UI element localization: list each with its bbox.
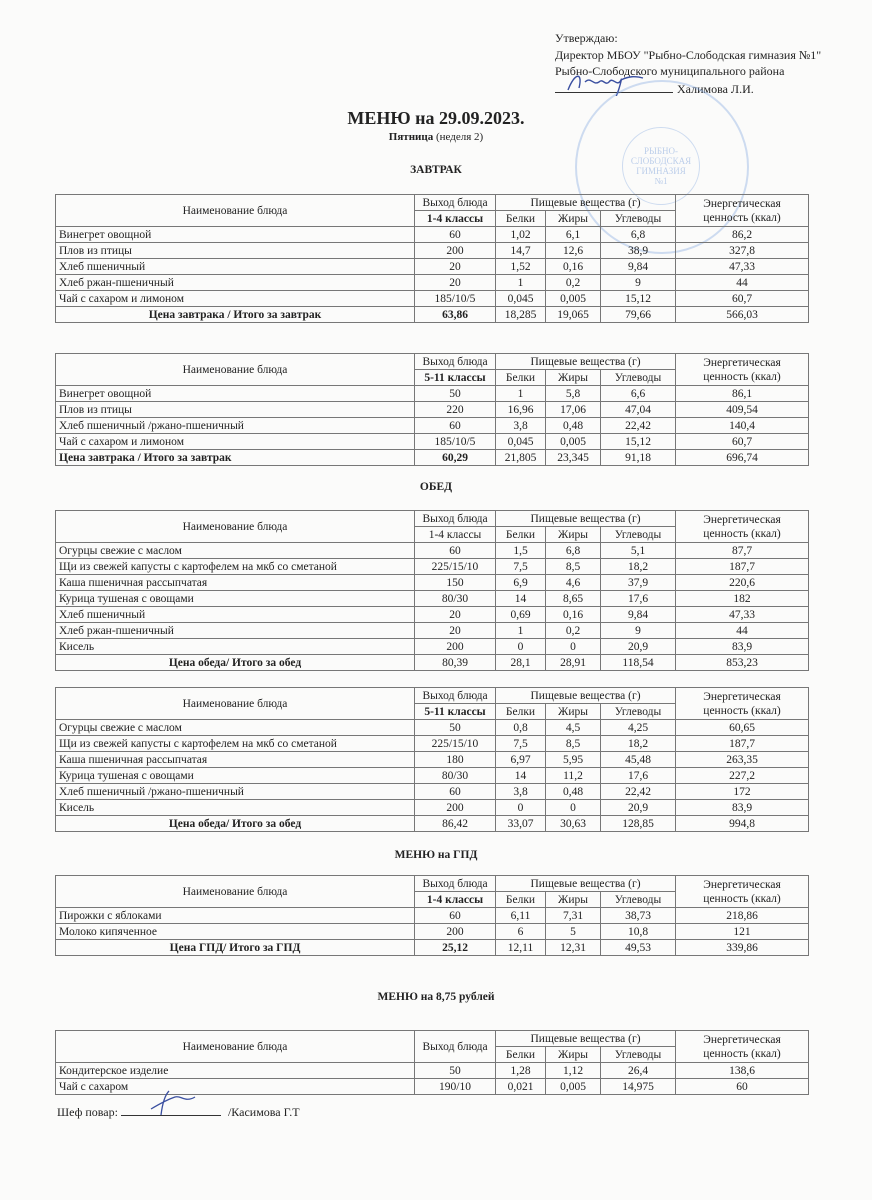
header-yield: Выход блюда [415, 511, 496, 527]
dish-energy: 187,7 [676, 736, 809, 752]
header-class-group: 1-4 классы [415, 527, 496, 543]
total-row [56, 307, 809, 323]
dish-fat: 6,8 [546, 543, 601, 559]
dish-carbs: 15,12 [601, 291, 676, 307]
header-dish-name: Наименование блюда [56, 195, 415, 227]
menu-875-table [55, 1030, 809, 1095]
dish-energy: 263,35 [676, 752, 809, 768]
dish-fat: 17,06 [546, 402, 601, 418]
dish-yield: 190/10 [415, 1079, 496, 1095]
table-row [56, 243, 809, 259]
dish-energy: 60,65 [676, 720, 809, 736]
dish-protein: 0,021 [496, 1079, 546, 1095]
dish-name: Винегрет овощной [56, 227, 415, 243]
table-row [56, 291, 809, 307]
dish-name: Чай с сахаром и лимоном [56, 291, 415, 307]
dish-name: Хлеб ржан-пшеничный [56, 623, 415, 639]
chef-signature [121, 1103, 221, 1116]
dish-carbs: 15,12 [601, 434, 676, 450]
dish-fat: 12,6 [546, 243, 601, 259]
table-row [56, 607, 809, 623]
header-row [56, 511, 809, 527]
total-carbs: 79,66 [601, 307, 676, 323]
header-protein: Белки [496, 1047, 546, 1063]
dish-yield: 225/15/10 [415, 559, 496, 575]
dish-carbs: 18,2 [601, 559, 676, 575]
table-row [56, 434, 809, 450]
dish-protein: 1,02 [496, 227, 546, 243]
header-energy: Энергетическая ценность (ккал) [676, 195, 809, 227]
header-fat: Жиры [546, 1047, 601, 1063]
section-menu-875: МЕНЮ на 8,75 рублей [377, 991, 495, 1003]
total-fat: 12,31 [546, 940, 601, 956]
dish-name: Огурцы свежие с маслом [56, 543, 415, 559]
dish-protein: 0,045 [496, 434, 546, 450]
total-fat: 30,63 [546, 816, 601, 832]
dish-fat: 1,12 [546, 1063, 601, 1079]
table-row [56, 275, 809, 291]
stamp-center: РЫБНО- СЛОБОДСКАЯ ГИМНАЗИЯ №1 [622, 127, 700, 205]
dish-fat: 6,1 [546, 227, 601, 243]
table-row [56, 752, 809, 768]
dish-fat: 0,16 [546, 607, 601, 623]
dish-yield: 200 [415, 800, 496, 816]
header-protein: Белки [496, 527, 546, 543]
header-carbs: Углеводы [601, 211, 676, 227]
total-price: 60,29 [415, 450, 496, 466]
lunch-table-1-4 [55, 510, 809, 671]
director-name: Халимова Л.И. [677, 81, 754, 96]
dish-yield: 80/30 [415, 768, 496, 784]
table-row [56, 227, 809, 243]
section-lunch: ОБЕД [419, 481, 453, 493]
dish-yield: 20 [415, 259, 496, 275]
total-fat: 23,345 [546, 450, 601, 466]
header-nutrients: Пищевые вещества (г) [496, 511, 676, 527]
dish-protein: 1,5 [496, 543, 546, 559]
dish-energy: 409,54 [676, 402, 809, 418]
dish-name: Молоко кипяченное [56, 924, 415, 940]
dish-name: Щи из свежей капусты с картофелем на мкб со сметаной [56, 559, 415, 575]
header-nutrients: Пищевые вещества (г) [496, 876, 676, 892]
header-protein: Белки [496, 370, 546, 386]
dish-fat: 11,2 [546, 768, 601, 784]
dish-yield: 80/30 [415, 591, 496, 607]
total-energy: 853,23 [676, 655, 809, 671]
dish-energy: 187,7 [676, 559, 809, 575]
dish-fat: 0,005 [546, 1079, 601, 1095]
dish-fat: 5 [546, 924, 601, 940]
dish-yield: 60 [415, 227, 496, 243]
dish-protein: 7,5 [496, 736, 546, 752]
header-energy: Энергетическая ценность (ккал) [676, 511, 809, 543]
dish-yield: 220 [415, 402, 496, 418]
dish-name: Щи из свежей капусты с картофелем на мкб со сметаной [56, 736, 415, 752]
total-price: 80,39 [415, 655, 496, 671]
header-fat: Жиры [546, 211, 601, 227]
dish-carbs: 17,6 [601, 591, 676, 607]
dish-name: Курица тушеная с овощами [56, 591, 415, 607]
header-carbs: Углеводы [601, 892, 676, 908]
total-price: 86,42 [415, 816, 496, 832]
dish-protein: 1 [496, 386, 546, 402]
header-yield: Выход блюда [415, 195, 496, 211]
table-row [56, 800, 809, 816]
dish-name: Хлеб ржан-пшеничный [56, 275, 415, 291]
dish-protein: 6 [496, 924, 546, 940]
dish-protein: 0 [496, 800, 546, 816]
dish-yield: 180 [415, 752, 496, 768]
dish-energy: 87,7 [676, 543, 809, 559]
dish-yield: 185/10/5 [415, 434, 496, 450]
dish-carbs: 38,9 [601, 243, 676, 259]
header-yield: Выход блюда [415, 876, 496, 892]
header-nutrients: Пищевые вещества (г) [496, 195, 676, 211]
header-carbs: Углеводы [601, 370, 676, 386]
header-dish-name: Наименование блюда [56, 1031, 415, 1063]
dish-name: Плов из птицы [56, 243, 415, 259]
table-row [56, 720, 809, 736]
dish-yield: 200 [415, 924, 496, 940]
total-fat: 19,065 [546, 307, 601, 323]
total-row [56, 655, 809, 671]
page-title: МЕНЮ на 29.09.2023. [347, 108, 525, 128]
header-energy: Энергетическая ценность (ккал) [676, 876, 809, 908]
breakfast-table-5-11 [55, 353, 809, 466]
header-energy: Энергетическая ценность (ккал) [676, 354, 809, 386]
dish-energy: 218,86 [676, 908, 809, 924]
dish-energy: 86,1 [676, 386, 809, 402]
dish-energy: 47,33 [676, 259, 809, 275]
header-yield: Выход блюда [415, 354, 496, 370]
dish-fat: 0,2 [546, 623, 601, 639]
dish-carbs: 20,9 [601, 639, 676, 655]
dish-carbs: 26,4 [601, 1063, 676, 1079]
total-energy: 696,74 [676, 450, 809, 466]
chef-label: Шеф повар: [57, 1105, 118, 1119]
dish-protein: 14,7 [496, 243, 546, 259]
dish-name: Каша пшеничная рассыпчатая [56, 752, 415, 768]
dish-protein: 1,28 [496, 1063, 546, 1079]
header-fat: Жиры [546, 527, 601, 543]
dish-yield: 20 [415, 623, 496, 639]
dish-carbs: 6,8 [601, 227, 676, 243]
dish-energy: 227,2 [676, 768, 809, 784]
total-carbs: 118,54 [601, 655, 676, 671]
dish-carbs: 20,9 [601, 800, 676, 816]
dish-fat: 5,8 [546, 386, 601, 402]
section-breakfast: ЗАВТРАК [410, 164, 462, 176]
header-row [56, 688, 809, 704]
header-protein: Белки [496, 211, 546, 227]
dish-yield: 60 [415, 543, 496, 559]
dish-protein: 6,11 [496, 908, 546, 924]
dish-energy: 138,6 [676, 1063, 809, 1079]
total-protein: 21,805 [496, 450, 546, 466]
total-label: Цена завтрака / Итого за завтрак [56, 450, 415, 466]
dish-name: Хлеб пшеничный [56, 607, 415, 623]
dish-carbs: 22,42 [601, 418, 676, 434]
dish-yield: 60 [415, 784, 496, 800]
dish-yield: 200 [415, 243, 496, 259]
approval-heading: Утверждаю: [555, 31, 618, 45]
header-dish-name: Наименование блюда [56, 511, 415, 543]
dish-yield: 200 [415, 639, 496, 655]
dish-energy: 44 [676, 275, 809, 291]
dish-yield: 60 [415, 418, 496, 434]
total-row [56, 450, 809, 466]
dish-name: Винегрет овощной [56, 386, 415, 402]
chef-name: /Касимова Г.Т [227, 1105, 300, 1119]
dish-energy: 83,9 [676, 800, 809, 816]
total-price: 63,86 [415, 307, 496, 323]
dish-fat: 7,31 [546, 908, 601, 924]
approval-district: Рыбно-Слободского муниципального района [555, 64, 785, 78]
dish-fat: 8,5 [546, 559, 601, 575]
total-label: Цена ГПД/ Итого за ГПД [56, 940, 415, 956]
dish-carbs: 47,04 [601, 402, 676, 418]
table-row [56, 736, 809, 752]
header-fat: Жиры [546, 892, 601, 908]
dish-carbs: 45,48 [601, 752, 676, 768]
dish-energy: 182 [676, 591, 809, 607]
table-row [56, 908, 809, 924]
dish-protein: 1 [496, 623, 546, 639]
header-energy: Энергетическая ценность (ккал) [676, 1031, 809, 1063]
dish-fat: 0,48 [546, 418, 601, 434]
total-row [56, 940, 809, 956]
header-row [56, 1031, 809, 1047]
section-gpd: МЕНЮ на ГПД [394, 849, 478, 861]
dish-name: Хлеб пшеничный /ржано-пшеничный [56, 784, 415, 800]
total-label: Цена завтрака / Итого за завтрак [56, 307, 415, 323]
header-carbs: Углеводы [601, 527, 676, 543]
header-dish-name: Наименование блюда [56, 354, 415, 386]
dish-carbs: 4,25 [601, 720, 676, 736]
dish-fat: 5,95 [546, 752, 601, 768]
dish-energy: 60,7 [676, 434, 809, 450]
dish-name: Курица тушеная с овощами [56, 768, 415, 784]
dish-fat: 0 [546, 639, 601, 655]
dish-carbs: 17,6 [601, 768, 676, 784]
header-class-group: 1-4 классы [415, 892, 496, 908]
table-row [56, 784, 809, 800]
dish-energy: 60 [676, 1079, 809, 1095]
total-carbs: 49,53 [601, 940, 676, 956]
dish-energy: 172 [676, 784, 809, 800]
header-class-group: 1-4 классы [415, 211, 496, 227]
header-protein: Белки [496, 704, 546, 720]
dish-carbs: 5,1 [601, 543, 676, 559]
dish-protein: 3,8 [496, 784, 546, 800]
total-energy: 566,03 [676, 307, 809, 323]
header-yield: Выход блюда [415, 688, 496, 704]
total-protein: 33,07 [496, 816, 546, 832]
dish-energy: 140,4 [676, 418, 809, 434]
dish-energy: 86,2 [676, 227, 809, 243]
dish-energy: 121 [676, 924, 809, 940]
dish-fat: 8,65 [546, 591, 601, 607]
table-row [56, 768, 809, 784]
dish-fat: 0,2 [546, 275, 601, 291]
header-nutrients: Пищевые вещества (г) [496, 688, 676, 704]
dish-yield: 50 [415, 386, 496, 402]
dish-energy: 60,7 [676, 291, 809, 307]
dish-carbs: 6,6 [601, 386, 676, 402]
dish-energy: 47,33 [676, 607, 809, 623]
dish-yield: 50 [415, 720, 496, 736]
dish-carbs: 22,42 [601, 784, 676, 800]
dish-protein: 0,045 [496, 291, 546, 307]
dish-energy: 220,6 [676, 575, 809, 591]
lunch-table-5-11 [55, 687, 809, 832]
dish-carbs: 18,2 [601, 736, 676, 752]
dish-name: Огурцы свежие с маслом [56, 720, 415, 736]
table-row [56, 639, 809, 655]
dish-protein: 7,5 [496, 559, 546, 575]
total-fat: 28,91 [546, 655, 601, 671]
dish-fat: 4,6 [546, 575, 601, 591]
approval-position: Директор МБОУ "Рыбно-Слободская гимназия №1" [555, 47, 822, 62]
header-protein: Белки [496, 892, 546, 908]
dish-protein: 1 [496, 275, 546, 291]
total-label: Цена обеда/ Итого за обед [56, 816, 415, 832]
table-row [56, 543, 809, 559]
dish-name: Кондитерское изделие [56, 1063, 415, 1079]
header-energy: Энергетическая ценность (ккал) [676, 688, 809, 720]
dish-fat: 0,16 [546, 259, 601, 275]
header-carbs: Углеводы [601, 1047, 676, 1063]
dish-name: Хлеб пшеничный /ржано-пшеничный [56, 418, 415, 434]
dish-yield: 150 [415, 575, 496, 591]
dish-carbs: 37,9 [601, 575, 676, 591]
breakfast-table-1-4 [55, 194, 809, 323]
week-number: (неделя 2) [435, 131, 484, 143]
dish-protein: 14 [496, 591, 546, 607]
dish-protein: 6,9 [496, 575, 546, 591]
dish-yield: 185/10/5 [415, 291, 496, 307]
dish-carbs: 9 [601, 623, 676, 639]
total-protein: 18,285 [496, 307, 546, 323]
dish-carbs: 10,8 [601, 924, 676, 940]
dish-protein: 3,8 [496, 418, 546, 434]
dish-name: Кисель [56, 800, 415, 816]
dish-carbs: 9,84 [601, 607, 676, 623]
header-fat: Жиры [546, 370, 601, 386]
header-dish-name: Наименование блюда [56, 688, 415, 720]
dish-yield: 20 [415, 607, 496, 623]
dish-energy: 327,8 [676, 243, 809, 259]
total-energy: 339,86 [676, 940, 809, 956]
table-row [56, 386, 809, 402]
dish-energy: 83,9 [676, 639, 809, 655]
table-row [56, 559, 809, 575]
dish-protein: 1,52 [496, 259, 546, 275]
dish-carbs: 38,73 [601, 908, 676, 924]
total-protein: 28,1 [496, 655, 546, 671]
header-dish-name: Наименование блюда [56, 876, 415, 908]
dish-protein: 6,97 [496, 752, 546, 768]
dish-protein: 14 [496, 768, 546, 784]
dish-yield: 225/15/10 [415, 736, 496, 752]
header-row [56, 354, 809, 370]
total-row [56, 816, 809, 832]
dish-carbs: 9,84 [601, 259, 676, 275]
gpd-table [55, 875, 809, 956]
table-row [56, 623, 809, 639]
table-row [56, 591, 809, 607]
dish-name: Каша пшеничная рассыпчатая [56, 575, 415, 591]
dish-name: Пирожки с яблоками [56, 908, 415, 924]
table-row [56, 402, 809, 418]
dish-name: Хлеб пшеничный [56, 259, 415, 275]
dish-protein: 0 [496, 639, 546, 655]
dish-protein: 0,69 [496, 607, 546, 623]
table-row [56, 418, 809, 434]
dish-name: Чай с сахаром и лимоном [56, 434, 415, 450]
dish-fat: 0 [546, 800, 601, 816]
chef-signature-block [57, 1103, 300, 1120]
dish-fat: 4,5 [546, 720, 601, 736]
header-nutrients: Пищевые вещества (г) [496, 1031, 676, 1047]
dish-carbs: 9 [601, 275, 676, 291]
table-row [56, 259, 809, 275]
total-carbs: 91,18 [601, 450, 676, 466]
dish-yield: 20 [415, 275, 496, 291]
header-row [56, 195, 809, 211]
dish-yield: 60 [415, 908, 496, 924]
table-row [56, 575, 809, 591]
day-of-week: Пятница [388, 131, 434, 143]
dish-fat: 0,48 [546, 784, 601, 800]
total-energy: 994,8 [676, 816, 809, 832]
header-fat: Жиры [546, 704, 601, 720]
total-price: 25,12 [415, 940, 496, 956]
dish-fat: 8,5 [546, 736, 601, 752]
total-label: Цена обеда/ Итого за обед [56, 655, 415, 671]
dish-fat: 0,005 [546, 291, 601, 307]
dish-energy: 44 [676, 623, 809, 639]
dish-carbs: 14,975 [601, 1079, 676, 1095]
dish-protein: 16,96 [496, 402, 546, 418]
total-protein: 12,11 [496, 940, 546, 956]
table-row [56, 924, 809, 940]
dish-fat: 0,005 [546, 434, 601, 450]
total-carbs: 128,85 [601, 816, 676, 832]
header-class-group: 5-11 классы [415, 370, 496, 386]
header-yield: Выход блюда [415, 1031, 496, 1063]
header-carbs: Углеводы [601, 704, 676, 720]
page-subtitle [0, 131, 872, 143]
dish-name: Плов из птицы [56, 402, 415, 418]
dish-protein: 0,8 [496, 720, 546, 736]
header-class-group: 5-11 классы [415, 704, 496, 720]
table-row [56, 1063, 809, 1079]
dish-yield: 50 [415, 1063, 496, 1079]
header-row [56, 876, 809, 892]
header-nutrients: Пищевые вещества (г) [496, 354, 676, 370]
dish-name: Чай с сахаром [56, 1079, 415, 1095]
dish-name: Кисель [56, 639, 415, 655]
